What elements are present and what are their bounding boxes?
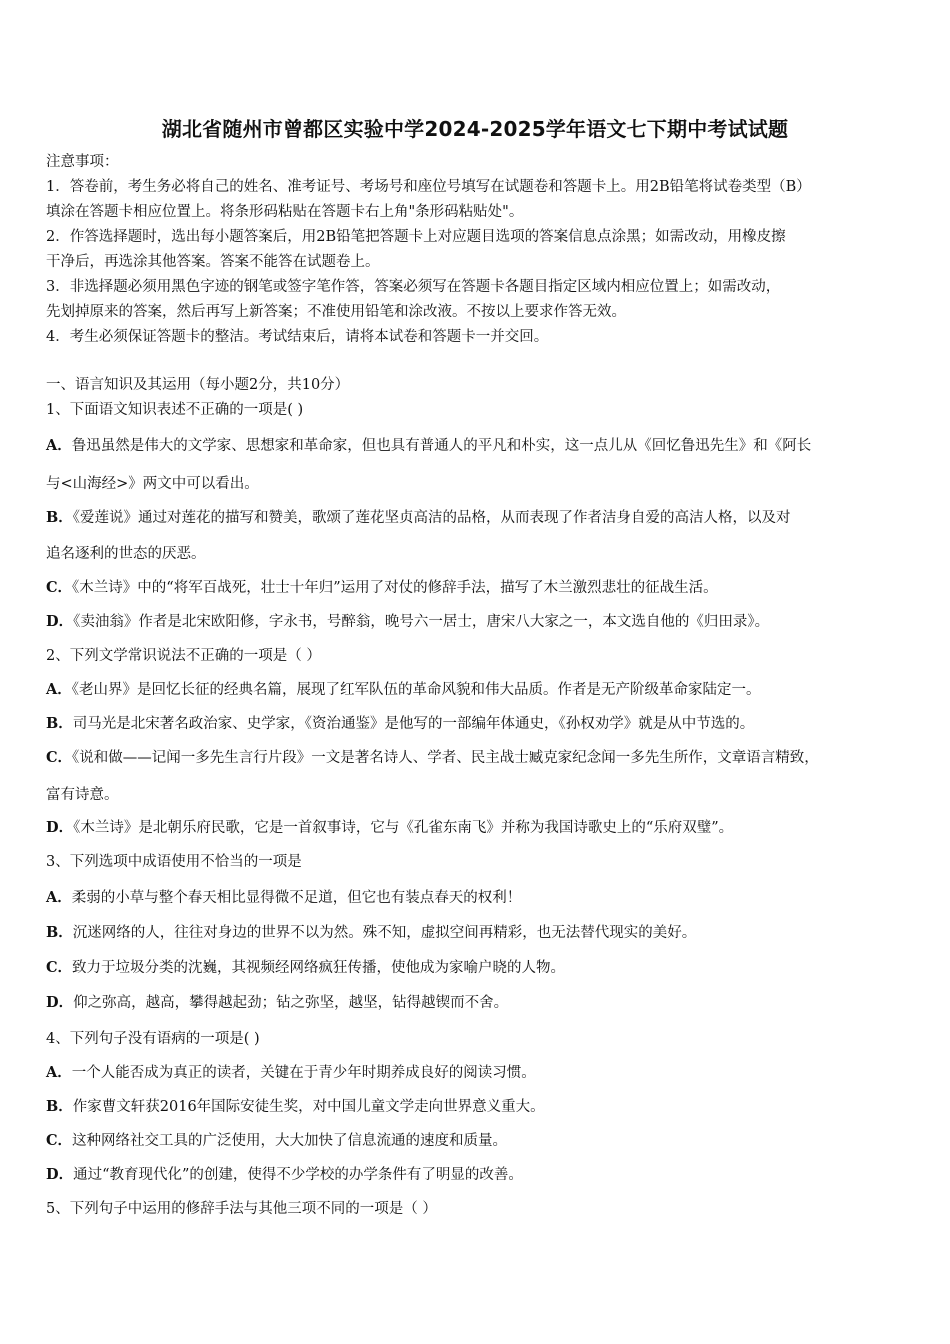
option-label: B． [46, 924, 73, 941]
q1-option-b-cont: 追名逐利的世态的厌恶。 [46, 546, 206, 562]
option-label: C． [46, 749, 73, 766]
option-label: A． [46, 1064, 72, 1081]
option-text: 《老山界》是回忆长征的经典名篇，展现了红军队伍的革命风貌和伟大品质。作者是无产阶级革命家陆定一。 [71, 682, 761, 698]
option-text: 作家曹文轩获2016年国际安徒生奖，对中国儿童文学走向世界意义重大。 [72, 1099, 545, 1115]
option-text: 《木兰诗》是北朝乐府民歌，它是一首叙事诗，它与《孔雀东南飞》并称为我国诗歌史上的“乐府双璧”。 [73, 820, 734, 836]
option-label: B． [46, 509, 73, 526]
q4-option-c[interactable] [46, 1131, 507, 1151]
option-label: A． [46, 437, 72, 454]
option-label: B． [46, 1098, 73, 1115]
q1-option-c[interactable] [46, 578, 718, 598]
option-text: 一个人能否成为真正的读者，关键在于青少年时期养成良好的阅读习惯。 [71, 1065, 536, 1081]
q2-stem: 2、下列文学常识说法不正确的一项是（ ） [46, 648, 321, 664]
notice-line: 先划掉原来的答案，然后再写上新答案；不准使用铅笔和涂改液。不按以上要求作答无效。 [46, 304, 626, 320]
q3-stem: 3、下列选项中成语使用不恰当的一项是 [46, 854, 302, 870]
q1-option-b[interactable] [46, 508, 791, 528]
option-label: A． [46, 681, 72, 698]
q4-option-a[interactable] [46, 1063, 536, 1083]
option-label: D． [46, 819, 74, 836]
q2-option-c-cont: 富有诗意。 [46, 787, 119, 803]
q2-option-b[interactable] [46, 714, 754, 734]
q3-option-d[interactable] [46, 993, 508, 1013]
notice-line: 干净后，再选涂其他答案。答案不能答在试题卷上。 [46, 254, 380, 270]
option-text: 《爱莲说》通过对莲花的描写和赞美，歌颂了莲花坚贞高洁的品格，从而表现了作者洁身自爱的高洁人格，以及对 [72, 510, 791, 526]
option-label: B． [46, 715, 73, 732]
q2-option-a[interactable] [46, 680, 761, 700]
notice-line: 3．非选择题必须用黑色字迹的钢笔或签字笔作答，答案必须写在答题卡各题目指定区域内相应位置上；如需改动， [46, 279, 781, 295]
q1-option-d[interactable] [46, 612, 769, 632]
q5-stem: 5、下列句子中运用的修辞手法与其他三项不同的一项是（ ） [46, 1201, 437, 1217]
option-label: D． [46, 1166, 74, 1183]
option-text: 沉迷网络的人，往往对身边的世界不以为然。殊不知，虚拟空间再精彩，也无法替代现实的美好。 [72, 925, 697, 941]
q4-option-d[interactable] [46, 1165, 523, 1185]
option-label: C． [46, 579, 73, 596]
option-text: 鲁迅虽然是伟大的文学家、思想家和革命家，但也具有普通人的平凡和朴实，这一点儿从《回忆鲁迅先生》和《阿长 [71, 438, 812, 454]
option-label: C． [46, 959, 73, 976]
q2-option-c[interactable] [46, 748, 819, 768]
q3-option-c[interactable] [46, 958, 565, 978]
q3-option-a[interactable] [46, 888, 521, 908]
notice-line: 1．答卷前，考生务必将自己的姓名、准考证号、考场号和座位号填写在试题卷和答题卡上。用2B铅笔将试卷类型（B） [46, 179, 811, 195]
option-text: 柔弱的小草与整个春天相比显得微不足道，但它也有装点春天的权利！ [71, 890, 522, 906]
notice-line: 填涂在答题卡相应位置上。将条形码粘贴在答题卡右上角"条形码粘贴处"。 [46, 204, 524, 220]
q2-option-d[interactable] [46, 818, 733, 838]
option-text: 司马光是北宋著名政治家、史学家，《资治通鉴》是他写的一部编年体通史，《孙权劝学》就是从中节选的。 [72, 716, 755, 732]
option-text: 通过“教育现代化”的创建，使得不少学校的办学条件有了明显的改善。 [73, 1167, 523, 1183]
q3-option-b[interactable] [46, 923, 696, 943]
option-label: A． [46, 889, 72, 906]
notice-line: 4．考生必须保证答题卡的整洁。考试结束后，请将本试卷和答题卡一并交回。 [46, 329, 549, 345]
option-label: D． [46, 994, 74, 1011]
q1-option-a-cont: 与<山海经>》两文中可以看出。 [46, 476, 259, 492]
notice-line: 2．作答选择题时，选出每小题答案后，用2B铅笔把答题卡上对应题目选项的答案信息点涂黑；如需改动，用橡皮擦 [46, 229, 786, 245]
section-heading: 一、语言知识及其运用（每小题2分，共10分） [46, 377, 350, 393]
option-label: C． [46, 1132, 73, 1149]
option-text: 《说和做——记闻一多先生言行片段》一文是著名诗人、学者、民主战士臧克家纪念闻一多先生所作，文章语言精致， [72, 750, 819, 766]
q1-option-a[interactable] [46, 436, 811, 456]
option-text: 《木兰诗》中的“将军百战死，壮士十年归”运用了对仗的修辞手法，描写了木兰激烈悲壮的征战生活。 [72, 580, 718, 596]
notice-heading: 注意事项： [46, 154, 119, 170]
q4-option-b[interactable] [46, 1097, 545, 1117]
exam-title: 湖北省随州市曾都区实验中学2024-2025学年语文七下期中考试试题 [161, 117, 789, 141]
option-text: 这种网络社交工具的广泛使用，大大加快了信息流通的速度和质量。 [72, 1133, 508, 1149]
q4-stem: 4、下列句子没有语病的一项是( ) [46, 1031, 260, 1047]
option-label: D． [46, 613, 74, 630]
q1-stem: 1、下面语文知识表述不正确的一项是( ) [46, 402, 304, 418]
option-text: 《卖油翁》作者是北宋欧阳修，字永书，号醉翁，晚号六一居士，唐宋八大家之一，本文选自他的《归田录》。 [73, 614, 770, 630]
option-text: 仰之弥高，越高，攀得越起劲；钻之弥坚，越坚，钻得越锲而不舍。 [73, 995, 509, 1011]
option-text: 致力于垃圾分类的沈巍，其视频经网络疯狂传播，使他成为家喻户晓的人物。 [72, 960, 566, 976]
